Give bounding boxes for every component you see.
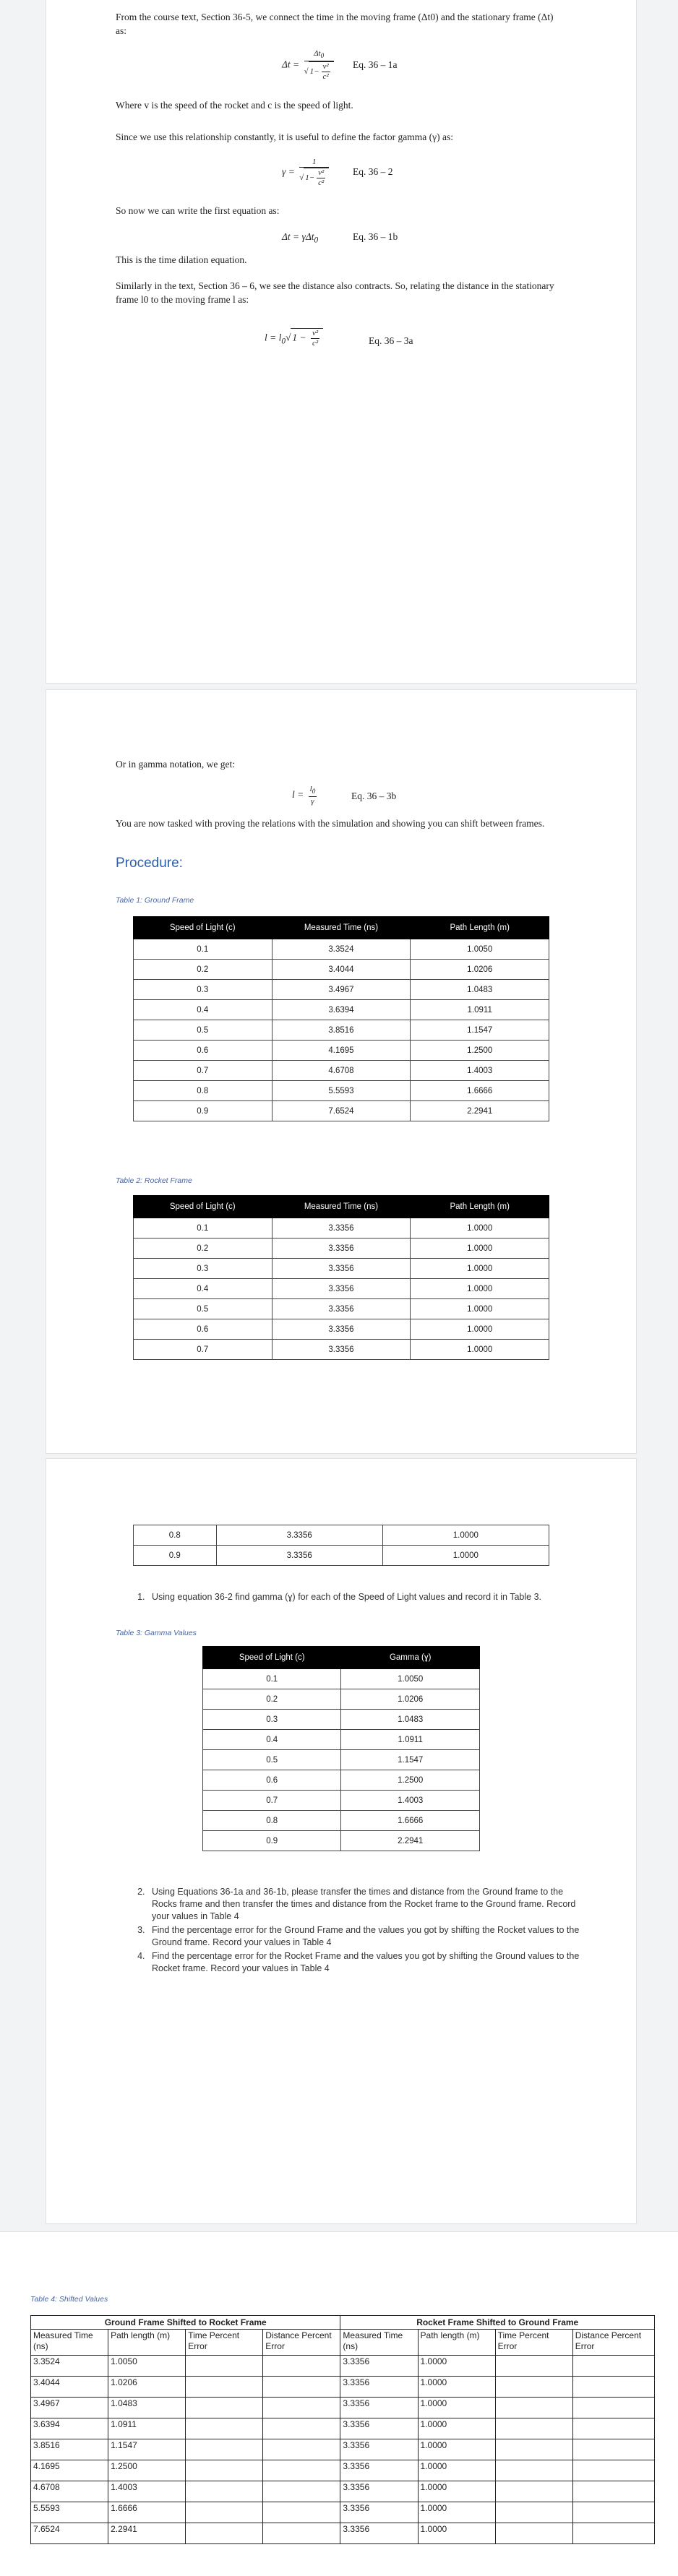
empty-cell <box>263 2377 340 2398</box>
empty-cell <box>186 2523 263 2544</box>
rewrite-paragraph: So now we can write the first equation as: <box>116 205 280 216</box>
table-cell: 3.3356 <box>340 2377 418 2398</box>
table-cell: 3.3356 <box>272 1259 411 1279</box>
table-row <box>31 2439 655 2460</box>
table-cell: 1.0483 <box>341 1710 480 1730</box>
empty-cell <box>186 2377 263 2398</box>
table-cell: 0.5 <box>203 1750 341 1770</box>
table-cell: 3.6394 <box>272 1000 411 1020</box>
table-cell: 1.0000 <box>418 2377 495 2398</box>
empty-cell <box>495 2460 572 2481</box>
table-cell: 1.0206 <box>108 2377 186 2398</box>
table-cell: 1.4003 <box>108 2481 186 2502</box>
col-header: Measured Time (ns) <box>340 2330 418 2356</box>
col-header: Distance Percent Error <box>263 2330 340 2356</box>
shifted-values-table <box>30 2315 655 2544</box>
equation-36-3b: l = $\frac{l_0}{\gamma}$ <box>292 785 316 806</box>
table-cell: 5.5593 <box>272 1081 411 1101</box>
table-cell: 1.0000 <box>382 1546 549 1566</box>
empty-cell <box>186 2502 263 2523</box>
empty-cell <box>572 2502 654 2523</box>
table-cell: 1.0000 <box>418 2502 495 2523</box>
table-cell: 1.0911 <box>341 1730 480 1750</box>
table-3-caption: Table 3: Gamma Values <box>116 1629 197 1637</box>
table-row <box>31 2356 655 2377</box>
table-cell: 2.2941 <box>108 2523 186 2544</box>
table-cell: 1.0483 <box>108 2398 186 2418</box>
equation-label: Eq. 36 – 2 <box>353 166 393 177</box>
empty-cell <box>572 2356 654 2377</box>
table-cell: 3.4044 <box>272 960 411 980</box>
table-cell: 0.2 <box>134 960 273 980</box>
table-cell: 0.6 <box>203 1770 341 1791</box>
table-cell: 0.7 <box>134 1061 273 1081</box>
table-cell: 1.0000 <box>418 2418 495 2439</box>
empty-cell <box>263 2439 340 2460</box>
table-cell: 0.3 <box>134 980 273 1000</box>
table-cell: 2.2941 <box>411 1101 549 1121</box>
table-row <box>134 1020 549 1041</box>
gamma-notation-paragraph: Or in gamma notation, we get: <box>116 759 235 770</box>
table-row <box>31 2418 655 2439</box>
empty-cell <box>572 2523 654 2544</box>
table-row <box>31 2377 655 2398</box>
empty-cell <box>495 2502 572 2523</box>
empty-cell <box>263 2502 340 2523</box>
table-row <box>134 1218 549 1239</box>
step-3: 3. Find the percentage error for the Ground Frame and the values you got by shifting the Rocket values to the Ground frame. Record your values in Table 4 <box>147 1924 581 1949</box>
table-cell: 3.3356 <box>340 2481 418 2502</box>
table-cell: 3.3356 <box>216 1546 382 1566</box>
empty-cell <box>263 2356 340 2377</box>
table-cell: 3.3356 <box>272 1239 411 1259</box>
table-cell: 3.3356 <box>272 1319 411 1340</box>
table-cell: 4.6708 <box>272 1061 411 1081</box>
table-cell: 0.5 <box>134 1020 273 1041</box>
col-header: Distance Percent Error <box>572 2330 654 2356</box>
table-cell: 1.0483 <box>411 980 549 1000</box>
table-cell: 1.6666 <box>341 1811 480 1831</box>
table-cell: 3.4967 <box>31 2398 108 2418</box>
table-cell: 0.2 <box>134 1239 273 1259</box>
group-rocket-to-ground: Rocket Frame Shifted to Ground Frame <box>340 2316 655 2330</box>
table-row <box>134 1061 549 1081</box>
empty-cell <box>263 2398 340 2418</box>
empty-cell <box>495 2481 572 2502</box>
table-cell: 1.4003 <box>411 1061 549 1081</box>
time-header: Measured Time (ns) <box>272 917 411 939</box>
table-cell: 3.3356 <box>340 2418 418 2439</box>
table-cell: 1.0206 <box>341 1689 480 1710</box>
empty-cell <box>495 2356 572 2377</box>
table-row <box>134 1101 549 1121</box>
table-cell: 1.0000 <box>418 2439 495 2460</box>
equation-36-1b: Δt = γΔt$_0$ <box>282 231 319 245</box>
table-row <box>134 1081 549 1101</box>
table-4-caption: Table 4: Shifted Values <box>30 2295 108 2304</box>
table-cell: 1.0000 <box>411 1259 549 1279</box>
table-cell: 3.4044 <box>31 2377 108 2398</box>
table-cell: 0.4 <box>134 1279 273 1299</box>
empty-cell <box>572 2418 654 2439</box>
empty-cell <box>263 2481 340 2502</box>
table-cell: 1.2500 <box>341 1770 480 1791</box>
table-cell: 3.3356 <box>272 1279 411 1299</box>
table-cell: 1.0000 <box>411 1279 549 1299</box>
table-row <box>31 2502 655 2523</box>
table-2-caption: Table 2: Rocket Frame <box>116 1176 192 1185</box>
task-paragraph: You are now tasked with proving the relations with the simulation and showing you can shift between frames. <box>116 818 545 829</box>
table-cell: 7.6524 <box>272 1101 411 1121</box>
equation-36-1a: Δt = $\Delta t_0$ √ 1− $\frac{\text{v²}}{\text{c²}}$ <box>282 49 336 82</box>
table-cell: 0.8 <box>134 1525 217 1546</box>
col-header: Time Percent Error <box>186 2330 263 2356</box>
table-cell: 1.0000 <box>411 1340 549 1360</box>
table-row <box>134 1279 549 1299</box>
table-row <box>203 1791 480 1811</box>
col-header: Measured Time (ns) <box>31 2330 108 2356</box>
table-cell: 0.9 <box>203 1831 341 1851</box>
table-cell: 1.1547 <box>411 1020 549 1041</box>
table-row <box>203 1831 480 1851</box>
table-row <box>31 2523 655 2544</box>
procedure-steps-1 <box>133 1591 567 1605</box>
table-cell: 0.9 <box>134 1101 273 1121</box>
empty-cell <box>186 2356 263 2377</box>
table-row <box>31 2460 655 2481</box>
table-cell: 1.0000 <box>418 2398 495 2418</box>
step-4: 4. Find the percentage error for the Rocket Frame and the values you got by shifting the Ground values to the Rocket frame. Record your values in Table 4 <box>147 1950 581 1975</box>
table-cell: 1.0206 <box>411 960 549 980</box>
empty-cell <box>495 2439 572 2460</box>
table-cell: 3.3356 <box>340 2460 418 2481</box>
gamma-header: Gamma (ɣ) <box>341 1647 480 1669</box>
table-row <box>203 1689 480 1710</box>
table-cell: 0.2 <box>203 1689 341 1710</box>
table-row <box>203 1669 480 1689</box>
empty-cell <box>263 2523 340 2544</box>
table-cell: 3.3356 <box>272 1299 411 1319</box>
table-cell: 3.6394 <box>31 2418 108 2439</box>
table-row <box>203 1710 480 1730</box>
step-2: 2. Using Equations 36-1a and 36-1b, please transfer the times and distance from the Ground frame to the Rocks frame and then transfer the times and distance from the Rocket frame to the Ground frame. Record your values in Table 4 <box>147 1886 581 1923</box>
table-row <box>134 1340 549 1360</box>
equation-label: Eq. 36 – 1a <box>353 59 398 70</box>
table-row <box>134 1041 549 1061</box>
table-cell: 3.3356 <box>340 2356 418 2377</box>
col-header: Path length (m) <box>418 2330 495 2356</box>
table-cell: 1.0000 <box>411 1299 549 1319</box>
path-header: Path Length (m) <box>411 917 549 939</box>
empty-cell <box>186 2481 263 2502</box>
table-cell: 0.7 <box>203 1791 341 1811</box>
table-row <box>134 980 549 1000</box>
table-row <box>134 1239 549 1259</box>
table-row <box>134 1259 549 1279</box>
empty-cell <box>186 2398 263 2418</box>
empty-cell <box>572 2377 654 2398</box>
gamma-values-table <box>202 1646 480 1851</box>
table-cell: 3.3524 <box>31 2356 108 2377</box>
ground-frame-table <box>133 916 549 1121</box>
gamma-intro: Since we use this relationship constantly, it is useful to define the factor gamma (γ) as: <box>116 132 453 142</box>
table-row <box>134 1546 549 1566</box>
table-cell: 4.1695 <box>272 1041 411 1061</box>
table-cell: 1.0000 <box>418 2481 495 2502</box>
empty-cell <box>186 2418 263 2439</box>
equation-label: Eq. 36 – 1b <box>353 231 398 242</box>
table-row <box>134 1000 549 1020</box>
empty-cell <box>572 2398 654 2418</box>
table-cell: 1.0050 <box>341 1669 480 1689</box>
speed-header: Speed of Light (c) <box>134 917 273 939</box>
table-cell: 1.4003 <box>341 1791 480 1811</box>
col-header: Path length (m) <box>108 2330 186 2356</box>
table-cell: 0.5 <box>134 1299 273 1319</box>
table-cell: 1.0000 <box>418 2356 495 2377</box>
table-cell: 1.0000 <box>382 1525 549 1546</box>
time-header: Measured Time (ns) <box>272 1196 411 1218</box>
table-cell: 1.0000 <box>411 1319 549 1340</box>
table-cell: 1.0050 <box>411 939 549 960</box>
table-cell: 1.2500 <box>411 1041 549 1061</box>
table-cell: 1.0911 <box>108 2418 186 2439</box>
table-cell: 3.3524 <box>272 939 411 960</box>
table-cell: 1.6666 <box>108 2502 186 2523</box>
table-cell: 0.3 <box>134 1259 273 1279</box>
table-cell: 1.0000 <box>418 2460 495 2481</box>
table-row <box>203 1770 480 1791</box>
empty-cell <box>263 2460 340 2481</box>
table-row <box>134 960 549 980</box>
table-cell: 0.6 <box>134 1041 273 1061</box>
equation-36-3a: $l = l_0√$ 1 − $\frac{\text{v²}}{\text{c²}}$ <box>265 328 323 348</box>
table-cell: 0.9 <box>134 1546 217 1566</box>
table-cell: 1.1547 <box>108 2439 186 2460</box>
speed-header: Speed of Light (c) <box>134 1196 273 1218</box>
contraction-paragraph: Similarly in the text, Section 36 – 6, we see the distance also contracts. So, relating the distance in the stationary frame l0 to the moving frame l as: <box>116 280 554 305</box>
table-cell: 0.1 <box>203 1669 341 1689</box>
table-row <box>203 1730 480 1750</box>
path-header: Path Length (m) <box>411 1196 549 1218</box>
step-1: 1. Using equation 36-2 find gamma (ɣ) for each of the Speed of Light values and record it in Table 3. <box>147 1591 567 1603</box>
empty-cell <box>572 2481 654 2502</box>
dilation-paragraph: This is the time dilation equation. <box>116 254 247 265</box>
group-ground-to-rocket: Ground Frame Shifted to Rocket Frame <box>31 2316 340 2330</box>
table-row <box>134 1319 549 1340</box>
table-cell: 0.4 <box>203 1730 341 1750</box>
table-cell: 0.8 <box>134 1081 273 1101</box>
empty-cell <box>495 2377 572 2398</box>
table-cell: 0.1 <box>134 1218 273 1239</box>
rocket-frame-table <box>133 1195 549 1360</box>
empty-cell <box>495 2523 572 2544</box>
table-1-caption: Table 1: Ground Frame <box>116 896 194 905</box>
equation-36-2: γ = 1 √ 1− $\frac{\text{v²}}{\text{c²}}$ <box>282 158 331 188</box>
table-cell: 3.8516 <box>31 2439 108 2460</box>
table-cell: 0.1 <box>134 939 273 960</box>
table-cell: 2.2941 <box>341 1831 480 1851</box>
procedure-steps-2 <box>133 1886 581 1976</box>
empty-cell <box>572 2460 654 2481</box>
table-cell: 0.3 <box>203 1710 341 1730</box>
table-row <box>203 1811 480 1831</box>
table-cell: 3.3356 <box>340 2523 418 2544</box>
table-cell: 1.0911 <box>411 1000 549 1020</box>
table-cell: 5.5593 <box>31 2502 108 2523</box>
table-cell: 3.8516 <box>272 1020 411 1041</box>
table-cell: 1.0000 <box>411 1239 549 1259</box>
table-cell: 0.8 <box>203 1811 341 1831</box>
empty-cell <box>572 2439 654 2460</box>
table-row <box>203 1750 480 1770</box>
rocket-frame-table-continued <box>133 1525 549 1566</box>
empty-cell <box>495 2418 572 2439</box>
table-cell: 1.1547 <box>341 1750 480 1770</box>
table-cell: 1.0000 <box>411 1218 549 1239</box>
table-row <box>134 1299 549 1319</box>
table-cell: 4.1695 <box>31 2460 108 2481</box>
empty-cell <box>495 2398 572 2418</box>
table-cell: 3.3356 <box>340 2439 418 2460</box>
table-cell: 3.4967 <box>272 980 411 1000</box>
table-row <box>134 1525 549 1546</box>
equation-label: Eq. 36 – 3a <box>369 335 413 346</box>
table-row <box>31 2481 655 2502</box>
table-row <box>134 939 549 960</box>
equation-label: Eq. 36 – 3b <box>351 791 397 801</box>
table-cell: 7.6524 <box>31 2523 108 2544</box>
table-cell: 0.7 <box>134 1340 273 1360</box>
procedure-heading: Procedure: <box>116 856 183 871</box>
table-cell: 3.3356 <box>340 2398 418 2418</box>
table-cell: 1.0000 <box>418 2523 495 2544</box>
intro-paragraph: From the course text, Section 36-5, we connect the time in the moving frame (Δt0) and the stationary frame (Δt) as: <box>116 12 554 36</box>
table-cell: 3.3356 <box>340 2502 418 2523</box>
speed-header: Speed of Light (c) <box>203 1647 341 1669</box>
table-cell: 3.3356 <box>216 1525 382 1546</box>
col-header: Time Percent Error <box>495 2330 572 2356</box>
empty-cell <box>263 2418 340 2439</box>
table-cell: 3.3356 <box>272 1340 411 1360</box>
table-cell: 0.4 <box>134 1000 273 1020</box>
table-row <box>31 2398 655 2418</box>
table-cell: 1.2500 <box>108 2460 186 2481</box>
table-cell: 1.6666 <box>411 1081 549 1101</box>
speed-note: Where v is the speed of the rocket and c is the speed of light. <box>116 100 353 111</box>
table-cell: 0.6 <box>134 1319 273 1340</box>
empty-cell <box>186 2439 263 2460</box>
table-cell: 1.0050 <box>108 2356 186 2377</box>
empty-cell <box>186 2460 263 2481</box>
table-cell: 3.3356 <box>272 1218 411 1239</box>
table-cell: 4.6708 <box>31 2481 108 2502</box>
